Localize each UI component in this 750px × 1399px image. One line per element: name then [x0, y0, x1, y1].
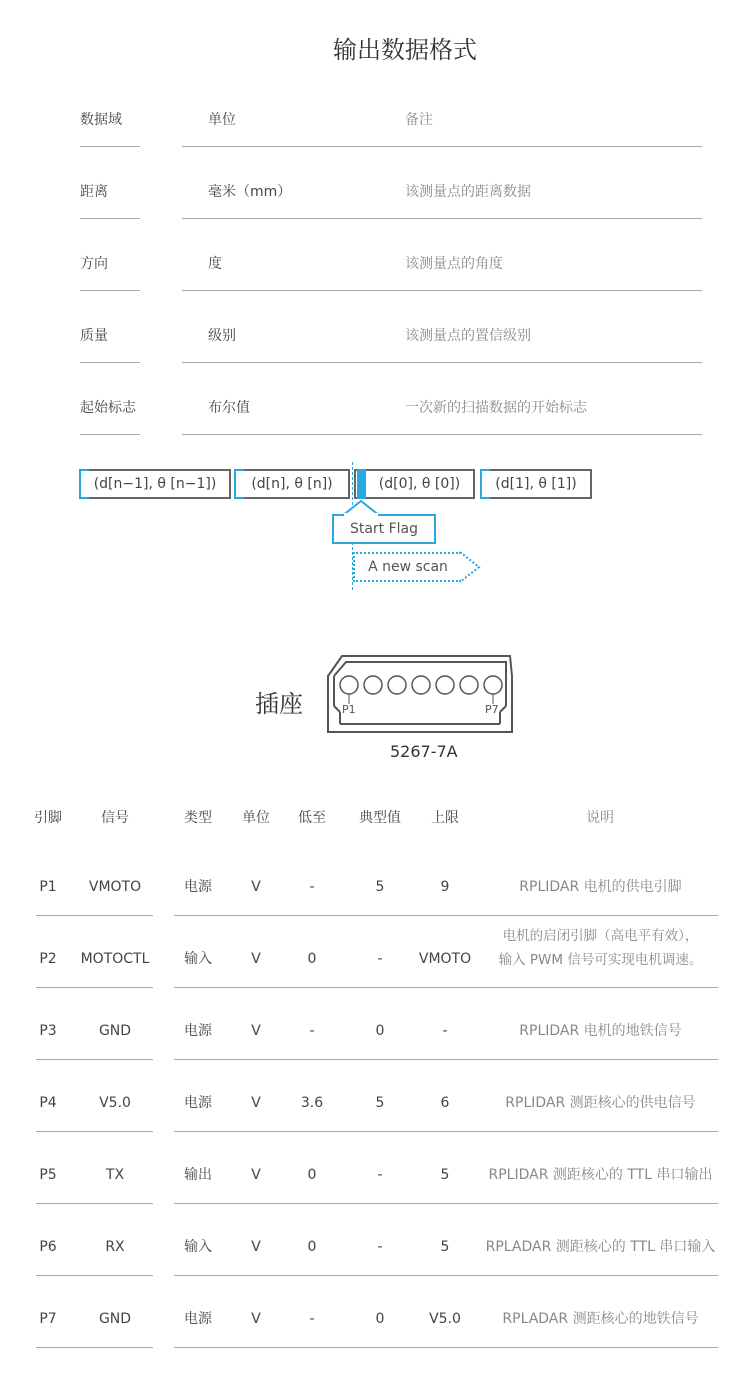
- cell-type: 输出: [184, 1167, 212, 1183]
- cell-desc: RPLADAR 测距核心的地铁信号: [502, 1311, 699, 1327]
- pin-first-label: P1: [342, 703, 356, 716]
- cell-desc: RPLIDAR 电机的供电引脚: [519, 879, 682, 895]
- row-field: 起始标志: [80, 400, 136, 416]
- divider: [182, 362, 702, 363]
- flag-marker: [234, 469, 244, 499]
- col-header-note: 备注: [405, 112, 433, 128]
- cell-desc: RPLIDAR 测距核心的供电信号: [505, 1095, 696, 1111]
- pin-hole: [364, 676, 382, 694]
- cell-unit: V: [251, 1095, 261, 1111]
- divider: [174, 987, 718, 988]
- packet-label: (d[n−1], θ [n−1]): [93, 476, 217, 492]
- cell-desc: RPLADAR 测距核心的 TTL 串口输入: [485, 1239, 716, 1255]
- cell-pin: P1: [39, 879, 57, 895]
- cell-min: 0: [307, 1167, 317, 1183]
- cell-signal: VMOTO: [88, 879, 142, 895]
- row-note: 该测量点的距离数据: [405, 184, 531, 200]
- row-field: 方向: [80, 256, 108, 272]
- divider: [182, 146, 702, 147]
- divider: [36, 1347, 153, 1348]
- cell-min: 0: [307, 1239, 317, 1255]
- divider: [80, 362, 140, 363]
- cell-pin: P2: [39, 951, 57, 967]
- cell-min: 0: [307, 951, 317, 967]
- new-scan-text: A new scan: [368, 559, 448, 575]
- col-header-typical: 典型值: [359, 810, 401, 826]
- divider: [36, 987, 153, 988]
- divider: [174, 915, 718, 916]
- col-header-desc: 说明: [586, 810, 614, 826]
- divider: [80, 218, 140, 219]
- flag-marker: [79, 469, 89, 499]
- col-header-unit: 单位: [208, 112, 236, 128]
- cell-max: VMOTO: [418, 951, 472, 967]
- cell-unit: V: [251, 1239, 261, 1255]
- packet-box: [79, 469, 231, 499]
- divider: [174, 1059, 718, 1060]
- cell-min: -: [309, 1311, 315, 1327]
- cell-pin: P6: [39, 1239, 57, 1255]
- cell-max: 5: [440, 1239, 450, 1255]
- row-note: 该测量点的角度: [405, 256, 503, 272]
- col-header-field: 数据域: [80, 112, 122, 128]
- packet-box: [234, 469, 350, 499]
- cell-signal: V5.0: [99, 1095, 131, 1111]
- cell-signal: TX: [105, 1167, 125, 1183]
- cell-signal: MOTOCTL: [80, 951, 150, 967]
- divider: [36, 1275, 153, 1276]
- col-header-max: 上限: [431, 810, 459, 826]
- row-note: 一次新的扫描数据的开始标志: [405, 400, 587, 416]
- divider: [36, 1131, 153, 1132]
- col-header-pin: 引脚: [34, 810, 62, 826]
- row-note: 该测量点的置信级别: [405, 328, 531, 344]
- cell-typical: -: [377, 1239, 383, 1255]
- divider: [174, 1347, 718, 1348]
- col-header-signal: 信号: [101, 810, 129, 826]
- cell-signal: GND: [98, 1023, 132, 1039]
- cell-signal: GND: [98, 1311, 132, 1327]
- cell-pin: P3: [39, 1023, 57, 1039]
- row-unit: 度: [208, 256, 222, 272]
- cell-min: -: [309, 879, 315, 895]
- divider: [36, 915, 153, 916]
- cell-pin: P4: [39, 1095, 57, 1111]
- divider: [174, 1275, 718, 1276]
- cell-desc: 电机的启闭引脚（高电平有效）， 输入 PWM 信号可实现电机调速。: [498, 928, 703, 968]
- packet-box: [480, 469, 592, 499]
- pin-hole: [340, 676, 358, 694]
- divider: [80, 434, 140, 435]
- cell-unit: V: [251, 1311, 261, 1327]
- divider: [80, 146, 140, 147]
- divider: [182, 290, 702, 291]
- cell-desc: RPLIDAR 测距核心的 TTL 串口输出: [488, 1167, 713, 1183]
- cell-typical: 5: [375, 879, 385, 895]
- divider: [36, 1203, 153, 1204]
- cell-typical: 0: [375, 1311, 385, 1327]
- pin-hole: [388, 676, 406, 694]
- divider: [174, 1203, 718, 1204]
- cell-type: 输入: [184, 951, 212, 967]
- cell-max: 6: [440, 1095, 450, 1111]
- callout-joint: [340, 512, 382, 518]
- cell-max: 9: [440, 879, 450, 895]
- page-title: 输出数据格式: [333, 36, 477, 64]
- row-field: 距离: [80, 184, 108, 200]
- cell-min: 3.6: [300, 1095, 324, 1111]
- cell-unit: V: [251, 1023, 261, 1039]
- cell-type: 电源: [184, 1023, 212, 1039]
- flag-marker-active: [357, 469, 366, 499]
- cell-max: V5.0: [429, 1311, 461, 1327]
- pin-hole: [436, 676, 454, 694]
- flag-marker: [480, 469, 490, 499]
- cell-type: 电源: [184, 1095, 212, 1111]
- cell-min: -: [309, 1023, 315, 1039]
- cell-desc: RPLIDAR 电机的地铁信号: [519, 1023, 682, 1039]
- cell-type: 电源: [184, 1311, 212, 1327]
- divider: [182, 434, 702, 435]
- cell-unit: V: [251, 951, 261, 967]
- cell-type: 电源: [184, 879, 212, 895]
- cell-typical: 5: [375, 1095, 385, 1111]
- connector-label: 插座: [255, 690, 303, 718]
- cell-max: -: [442, 1023, 448, 1039]
- arrow-right-icon: [459, 551, 481, 583]
- packet-label: (d[0], θ [0]): [378, 476, 461, 492]
- packet-label: (d[1], θ [1]): [495, 476, 577, 492]
- pin-last-label: P7: [485, 703, 499, 716]
- row-field: 质量: [80, 328, 108, 344]
- cell-unit: V: [251, 1167, 261, 1183]
- pin-hole: [412, 676, 430, 694]
- cell-typical: 0: [375, 1023, 385, 1039]
- cell-pin: P5: [39, 1167, 57, 1183]
- divider: [36, 1059, 153, 1060]
- cell-unit: V: [251, 879, 261, 895]
- start-flag-text: Start Flag: [349, 521, 419, 537]
- col-header-min: 低至: [298, 810, 326, 826]
- connector-model: 5267-7A: [390, 742, 458, 761]
- cell-pin: P7: [39, 1311, 57, 1327]
- row-unit: 布尔值: [208, 400, 250, 416]
- cell-type: 输入: [184, 1239, 212, 1255]
- cell-max: 5: [440, 1167, 450, 1183]
- connector-diagram: [326, 654, 516, 736]
- row-unit: 级别: [208, 328, 236, 344]
- start-flag-label: [332, 514, 436, 544]
- pin-hole: [484, 676, 502, 694]
- col-header-unit: 单位: [242, 810, 270, 826]
- divider: [182, 218, 702, 219]
- cell-typical: -: [377, 1167, 383, 1183]
- row-unit: 毫米（mm）: [208, 184, 292, 200]
- cell-typical: -: [377, 951, 383, 967]
- packet-label: (d[n], θ [n]): [251, 476, 333, 492]
- new-scan-label: [353, 552, 461, 582]
- cell-signal: RX: [105, 1239, 125, 1255]
- pin-hole: [460, 676, 478, 694]
- divider: [174, 1131, 718, 1132]
- divider: [80, 290, 140, 291]
- packet-box: [354, 469, 475, 499]
- col-header-type: 类型: [184, 810, 212, 826]
